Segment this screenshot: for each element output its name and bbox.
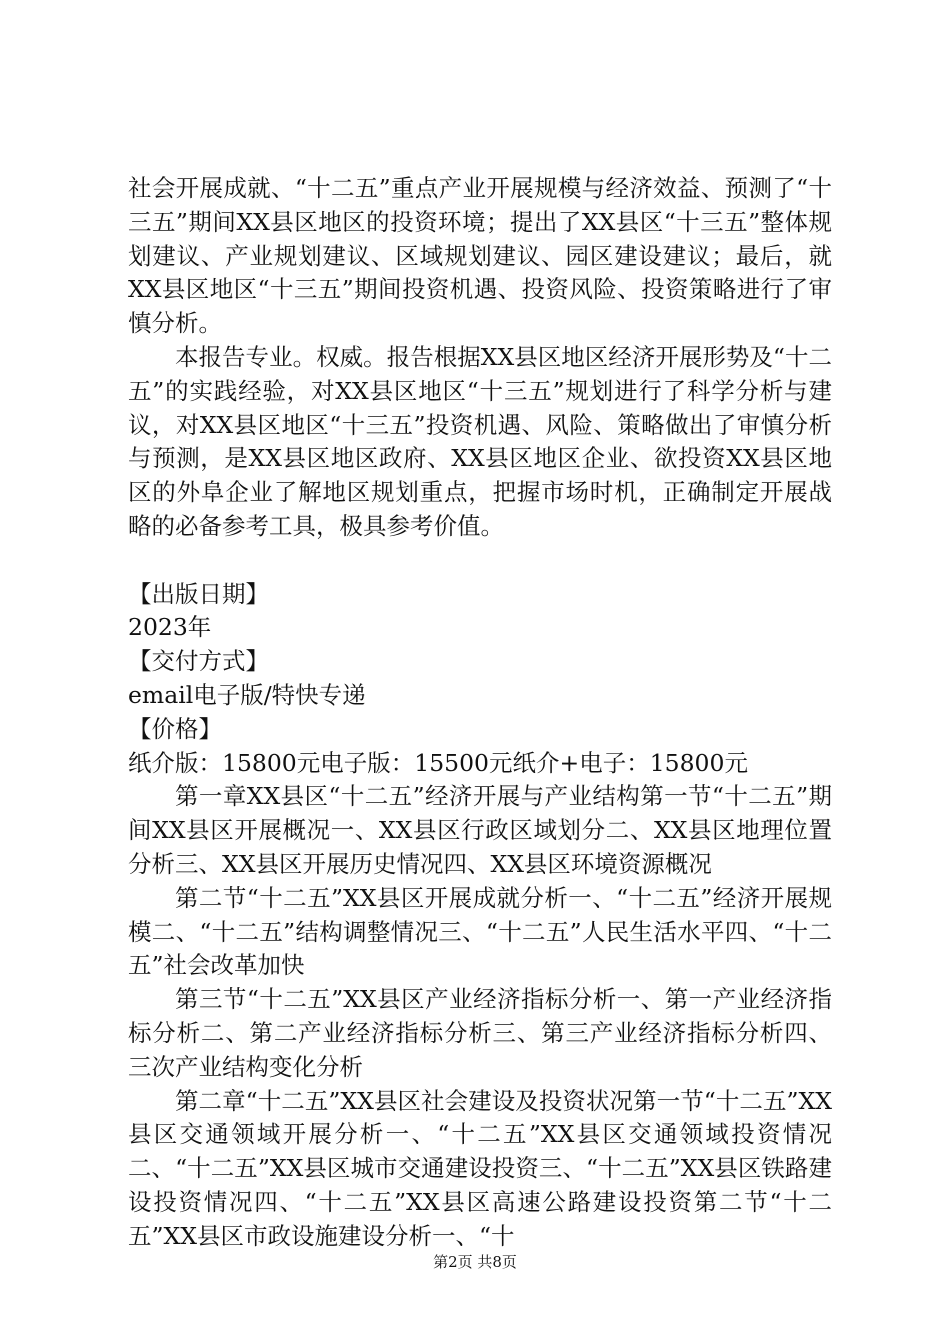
publish-date-value: 2023年 bbox=[128, 613, 212, 642]
intro-paragraph-1: 社会开展成就、“十二五”重点产业开展规模与经济效益、预测了“十三五”期间XX县区地区的投资环境；提出了XX县区“十三五”整体规划建议、产业规划建议、区域规划建议、园区建设建议；最后，就XX县区地区“十三五”期间投资机遇、投资风险、投资策略进行了审慎分析。 bbox=[128, 174, 832, 338]
publish-date-label: 【出版日期】 bbox=[128, 579, 269, 608]
delivery-label: 【交付方式】 bbox=[128, 647, 269, 676]
paragraph-spacer bbox=[128, 544, 832, 578]
intro-paragraph-2: 本报告专业。权威。报告根据XX县区地区经济开展形势及“十二五”的实践经验，对XX县区地区“十三五”规划进行了科学分析与建议，对XX县区地区“十三五”投资机遇、风险、策略做出了审慎分析与预测，是XX县区地区政府、XX县区地区企业、欲投资XX县区地区的外阜企业了解地区规划重点，把握市场时机，正确制定开展战略的必备参考工具，极具参考价值。 bbox=[128, 342, 832, 540]
page-footer bbox=[0, 1252, 950, 1272]
contents-chapter-1-section-3: 第三节“十二五”XX县区产业经济指标分析一、第一产业经济指标分析二、第二产业经济指标分析三、第三产业经济指标分析四、三次产业结构变化分析 bbox=[128, 985, 832, 1081]
page-indicator: 第2页 共8页 bbox=[433, 1253, 517, 1271]
price-value: 纸介版：15800元电子版：15500元纸介+电子：15800元 bbox=[128, 748, 748, 777]
contents-chapter-2: 第二章“十二五”XX县区社会建设及投资状况第一节“十二五”XX县区交通领域开展分析一、“十二五”XX县区交通领域投资情况二、“十二五”XX县区城市交通建设投资三、“十二五”XX县区铁路建设投资情况四、“十二五”XX县区高速公路建设投资第二节“十二五”XX县区市政设施建设分析一、“十 bbox=[128, 1086, 832, 1250]
document-body bbox=[128, 172, 832, 1254]
contents-chapter-1-section-1: 第一章XX县区“十二五”经济开展与产业结构第一节“十二五”期间XX县区开展概况一、XX县区行政区域划分二、XX县区地理位置分析三、XX县区开展历史情况四、XX县区环境资源概况 bbox=[128, 782, 832, 878]
delivery-value: email电子版/特快专递 bbox=[128, 680, 366, 709]
price-label: 【价格】 bbox=[128, 714, 222, 743]
contents-chapter-1-section-2: 第二节“十二五”XX县区开展成就分析一、“十二五”经济开展规模二、“十二五”结构调整情况三、“十二五”人民生活水平四、“十二五”社会改革加快 bbox=[128, 883, 832, 980]
